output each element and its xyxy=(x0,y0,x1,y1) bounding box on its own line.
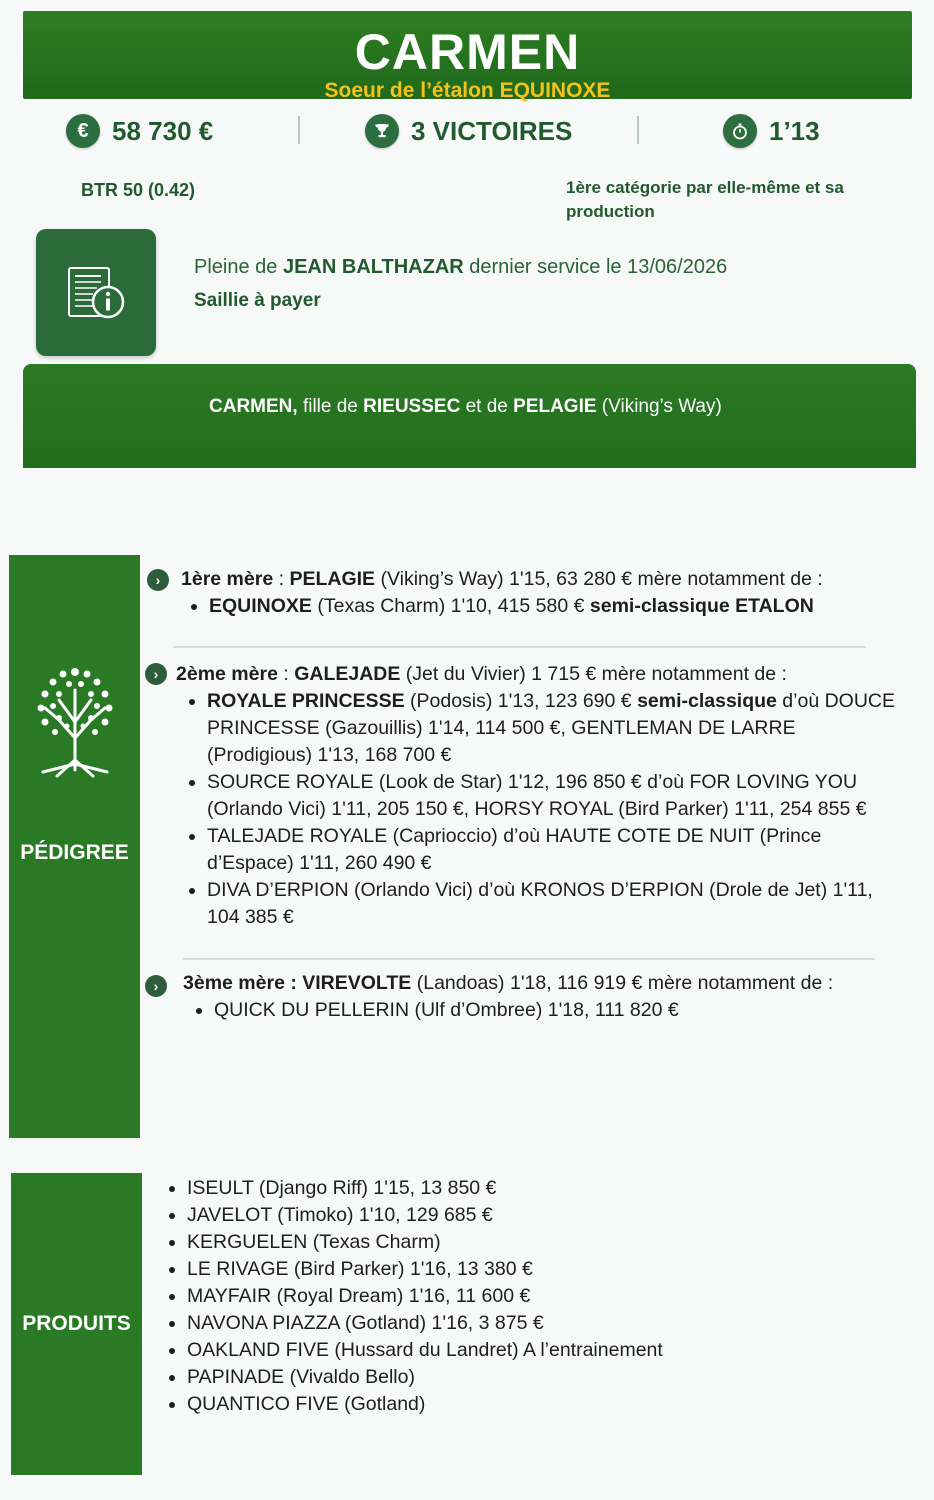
stat-earnings xyxy=(66,111,213,151)
stopwatch-icon xyxy=(723,114,757,148)
filiation-text: et de xyxy=(460,396,514,417)
victories-value: 3 VICTOIRES xyxy=(411,115,573,146)
dam-name: PELAGIE xyxy=(289,568,376,590)
tree-icon xyxy=(29,660,121,782)
list-item: • DIVA D’ERPION (Orlando Vici) d’où KRONOS D’ERPION (Drole de Jet) 1'11, 104 385 € xyxy=(207,877,906,931)
pedigree-label: PÉDIGREE xyxy=(20,841,129,864)
category-text: 1ère catégorie par elle-même et sa production xyxy=(566,178,844,221)
divider xyxy=(637,116,639,144)
offspring-tag: semi-classique xyxy=(637,690,777,712)
list-item: • LE RIVAGE (Bird Parker) 1'16, 13 380 € xyxy=(187,1256,663,1283)
offspring-details: (Podosis) 1'13, 123 690 € xyxy=(404,690,638,712)
page-title: CARMEN xyxy=(354,24,581,80)
list-item: • OAKLAND FIVE (Hussard du Landret) A l’entrainement xyxy=(187,1337,663,1364)
filiation-line xyxy=(209,396,722,418)
dam-name: GALEJADE xyxy=(294,663,401,685)
filiation-text: fille de xyxy=(297,396,364,417)
list-item: • QUICK DU PELLERIN (Ulf d’Ombree) 1'18, 111 820 € xyxy=(214,997,903,1024)
chevron-right-icon: › xyxy=(147,569,169,591)
list-item: • KERGUELEN (Texas Charm) xyxy=(187,1229,663,1256)
offspring-tag: semi-classique ETALON xyxy=(589,595,814,617)
chevron-right-icon: › xyxy=(145,975,167,997)
second-dam-section xyxy=(176,661,906,931)
damsire-text: (Viking’s Way) xyxy=(596,396,722,417)
stallion-name: JEAN BALTHAZAR xyxy=(282,256,464,278)
dam-details: (Viking’s Way) 1'15, 63 280 € mère notamment de : xyxy=(375,568,823,590)
saillie-status: Saillie à payer xyxy=(194,290,321,311)
stat-victories xyxy=(365,111,572,151)
list-item: • PAPINADE (Vivaldo Bello) xyxy=(187,1364,663,1391)
offspring-name: ROYALE PRINCESSE xyxy=(207,690,405,712)
list-item: • SOURCE ROYALE (Look de Star) 1'12, 196 850 € d’où FOR LOVING YOU (Orlando Vici) 1'11, 205 150 €, HORSY ROYAL (Bird Parker) 1'11, 254 855 € xyxy=(207,769,906,823)
first-dam-section xyxy=(181,566,901,620)
list-item: • NAVONA PIAZZA (Gotland) 1'16, 3 875 € xyxy=(187,1310,663,1337)
list-item: • JAVELOT (Timoko) 1'10, 129 685 € xyxy=(187,1202,663,1229)
record-value: 1’13 xyxy=(769,115,820,146)
sep: : xyxy=(277,663,295,685)
dam-rank: 3ème mère : xyxy=(183,972,303,994)
stat-record xyxy=(723,111,820,151)
produits-list xyxy=(166,1175,663,1418)
service-prefix: Pleine de xyxy=(194,256,283,278)
dam-name: PELAGIE xyxy=(513,396,597,417)
trophy-icon xyxy=(365,114,399,148)
header-banner xyxy=(23,11,912,102)
pedigree-sidebar xyxy=(9,555,140,1138)
service-date: dernier service le 13/06/2026 xyxy=(463,256,728,278)
divider xyxy=(298,116,300,144)
service-info xyxy=(194,254,894,314)
offspring-details: (Texas Charm) 1'10, 415 580 € xyxy=(311,595,590,617)
dam-rank: 2ème mère xyxy=(176,663,278,685)
chevron-right-icon: › xyxy=(145,663,167,685)
produits-label: PRODUITS xyxy=(22,1312,131,1335)
dam-details: (Jet du Vivier) 1 715 € mère notamment de : xyxy=(400,663,787,685)
page-subtitle: Soeur de l’étalon EQUINOXE xyxy=(324,79,611,102)
offspring-details: d’où DOUCE PRINCESSE (Gazouillis) 1'14, 114 500 €, GENTLEMAN DE LARRE (Prodigious) 1'13, 168 700 € xyxy=(207,690,896,766)
earnings-value: 58 730 € xyxy=(112,115,214,146)
section-divider xyxy=(183,958,875,960)
sep: : xyxy=(273,568,290,590)
euro-icon: € xyxy=(66,114,100,148)
horse-name: CARMEN, xyxy=(209,396,298,417)
list-item xyxy=(209,593,901,620)
dam-details: (Landoas) 1'18, 116 919 € mère notamment de : xyxy=(411,972,834,994)
produits-sidebar xyxy=(11,1173,142,1475)
third-dam-section xyxy=(183,970,903,1024)
list-item: • QUANTICO FIVE (Gotland) xyxy=(187,1391,663,1418)
filiation-banner xyxy=(23,364,916,468)
document-info-icon xyxy=(36,229,156,356)
btr-index: BTR 50 (0.42) xyxy=(81,180,196,200)
list-item: • ISEULT (Django Riff) 1'15, 13 850 € xyxy=(187,1175,663,1202)
list-item: • TALEJADE ROYALE (Caprioccio) d’où HAUTE COTE DE NUIT (Prince d’Espace) 1'11, 260 490 € xyxy=(207,823,906,877)
dam-name: VIREVOLTE xyxy=(302,972,412,994)
list-item xyxy=(207,688,906,769)
section-divider xyxy=(173,646,866,648)
offspring-name: EQUINOXE xyxy=(209,595,312,617)
list-item: • MAYFAIR (Royal Dream) 1'16, 11 600 € xyxy=(187,1283,663,1310)
dam-rank: 1ère mère xyxy=(181,568,274,590)
sire-name: RIEUSSEC xyxy=(363,396,461,417)
